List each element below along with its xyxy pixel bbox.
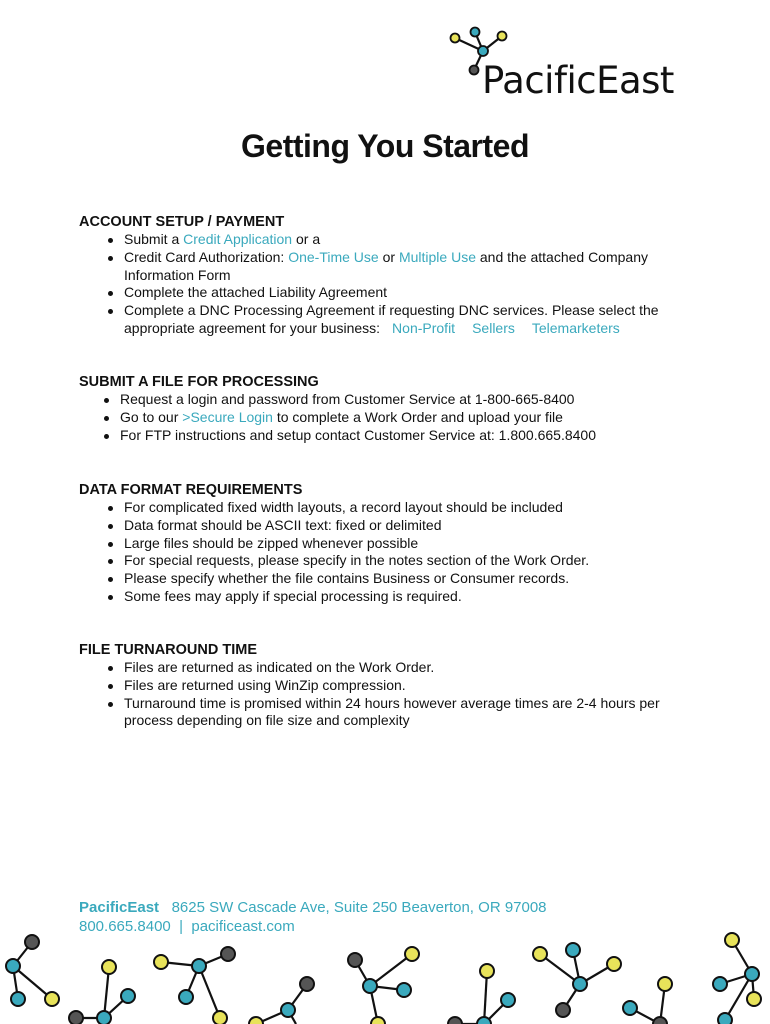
credit-application-link[interactable]: Credit Application <box>183 231 293 247</box>
one-time-use-link[interactable]: One-Time Use <box>288 248 379 265</box>
item-text: Large files should be zipped whenever possible <box>124 534 419 551</box>
list-item <box>79 677 679 695</box>
list-item <box>79 391 679 409</box>
section-submit-file <box>79 373 679 444</box>
non-profit-link[interactable]: Non-Profit <box>392 319 456 336</box>
section-title: DATA FORMAT REQUIREMENTS <box>79 482 303 498</box>
list-item <box>79 249 679 285</box>
item-text: Complete a DNC Processing Agreement if requesting DNC services. Please select the appropriate agreement for your business: <box>124 302 659 336</box>
list-item <box>79 302 679 338</box>
list-item <box>79 499 679 517</box>
telemarketers-link[interactable]: Telemarketers <box>531 319 620 336</box>
list-item <box>79 284 679 302</box>
list-item <box>79 695 679 731</box>
footer-separator: | <box>179 918 184 935</box>
item-text: For special requests, please specify in the notes section of the Work Order. <box>124 552 590 569</box>
section-title: FILE TURNAROUND TIME <box>79 642 258 658</box>
list-item <box>79 409 679 427</box>
section-title: ACCOUNT SETUP / PAYMENT <box>79 214 285 230</box>
list-item <box>79 552 679 570</box>
section-account-setup <box>79 213 679 338</box>
bullet-list <box>79 659 679 730</box>
bullet-list <box>79 391 679 444</box>
sellers-link[interactable]: Sellers <box>472 319 515 336</box>
molecule-border-decoration <box>0 924 770 1024</box>
footer-line-1 <box>79 898 547 917</box>
section-turnaround <box>79 641 679 730</box>
footer-website-link[interactable]: pacificeast.com <box>191 918 295 935</box>
item-text: or <box>378 248 399 265</box>
section-title: SUBMIT A FILE FOR PROCESSING <box>79 374 319 390</box>
item-text: or a <box>292 231 321 247</box>
item-text: Turnaround time is promised within 24 hours however average times are 2-4 hours per process depending on file size and complexity <box>124 694 660 729</box>
list-item <box>79 427 679 445</box>
list-item <box>79 570 679 588</box>
footer-address: 8625 SW Cascade Ave, Suite 250 Beaverton, OR 97008 <box>171 899 547 916</box>
footer-phone[interactable]: 800.665.8400 <box>79 918 171 935</box>
list-item <box>79 231 679 249</box>
item-text: Files are returned using WinZip compression. <box>124 676 406 693</box>
multiple-use-link[interactable]: Multiple Use <box>398 248 476 265</box>
list-item <box>79 517 679 535</box>
list-item <box>79 535 679 553</box>
item-text: Go to our <box>120 408 183 425</box>
item-text: Submit a <box>124 231 184 247</box>
secure-login-link[interactable]: >Secure Login <box>182 408 273 425</box>
item-text: Complete the attached Liability Agreement <box>124 284 388 301</box>
item-text: to complete a Work Order and upload your file <box>272 408 563 425</box>
bullet-list <box>79 499 679 606</box>
list-item <box>79 588 679 606</box>
logo-text: PacificEast <box>482 59 674 102</box>
item-text: Some fees may apply if special processing is required. <box>124 587 462 604</box>
item-text: For complicated fixed width layouts, a record layout should be included <box>124 499 563 515</box>
item-text: and the attached Company Information Form <box>124 248 648 283</box>
item-text: Request a login and password from Customer Service at 1-800-665-8400 <box>120 391 575 407</box>
item-text: For FTP instructions and setup contact Customer Service at: 1.800.665.8400 <box>120 426 596 443</box>
pacificeast-logo <box>440 24 700 100</box>
footer-brand: PacificEast <box>79 899 160 916</box>
item-text: Files are returned as indicated on the Work Order. <box>124 659 435 675</box>
list-item <box>79 659 679 677</box>
item-text: Data format should be ASCII text: fixed or delimited <box>124 516 442 533</box>
page-title: Getting You Started <box>241 128 529 164</box>
section-data-format <box>79 481 679 606</box>
item-text: Please specify whether the file contains Business or Consumer records. <box>124 570 570 587</box>
bullet-list <box>79 231 679 338</box>
item-text: Credit Card Authorization: <box>124 248 289 265</box>
